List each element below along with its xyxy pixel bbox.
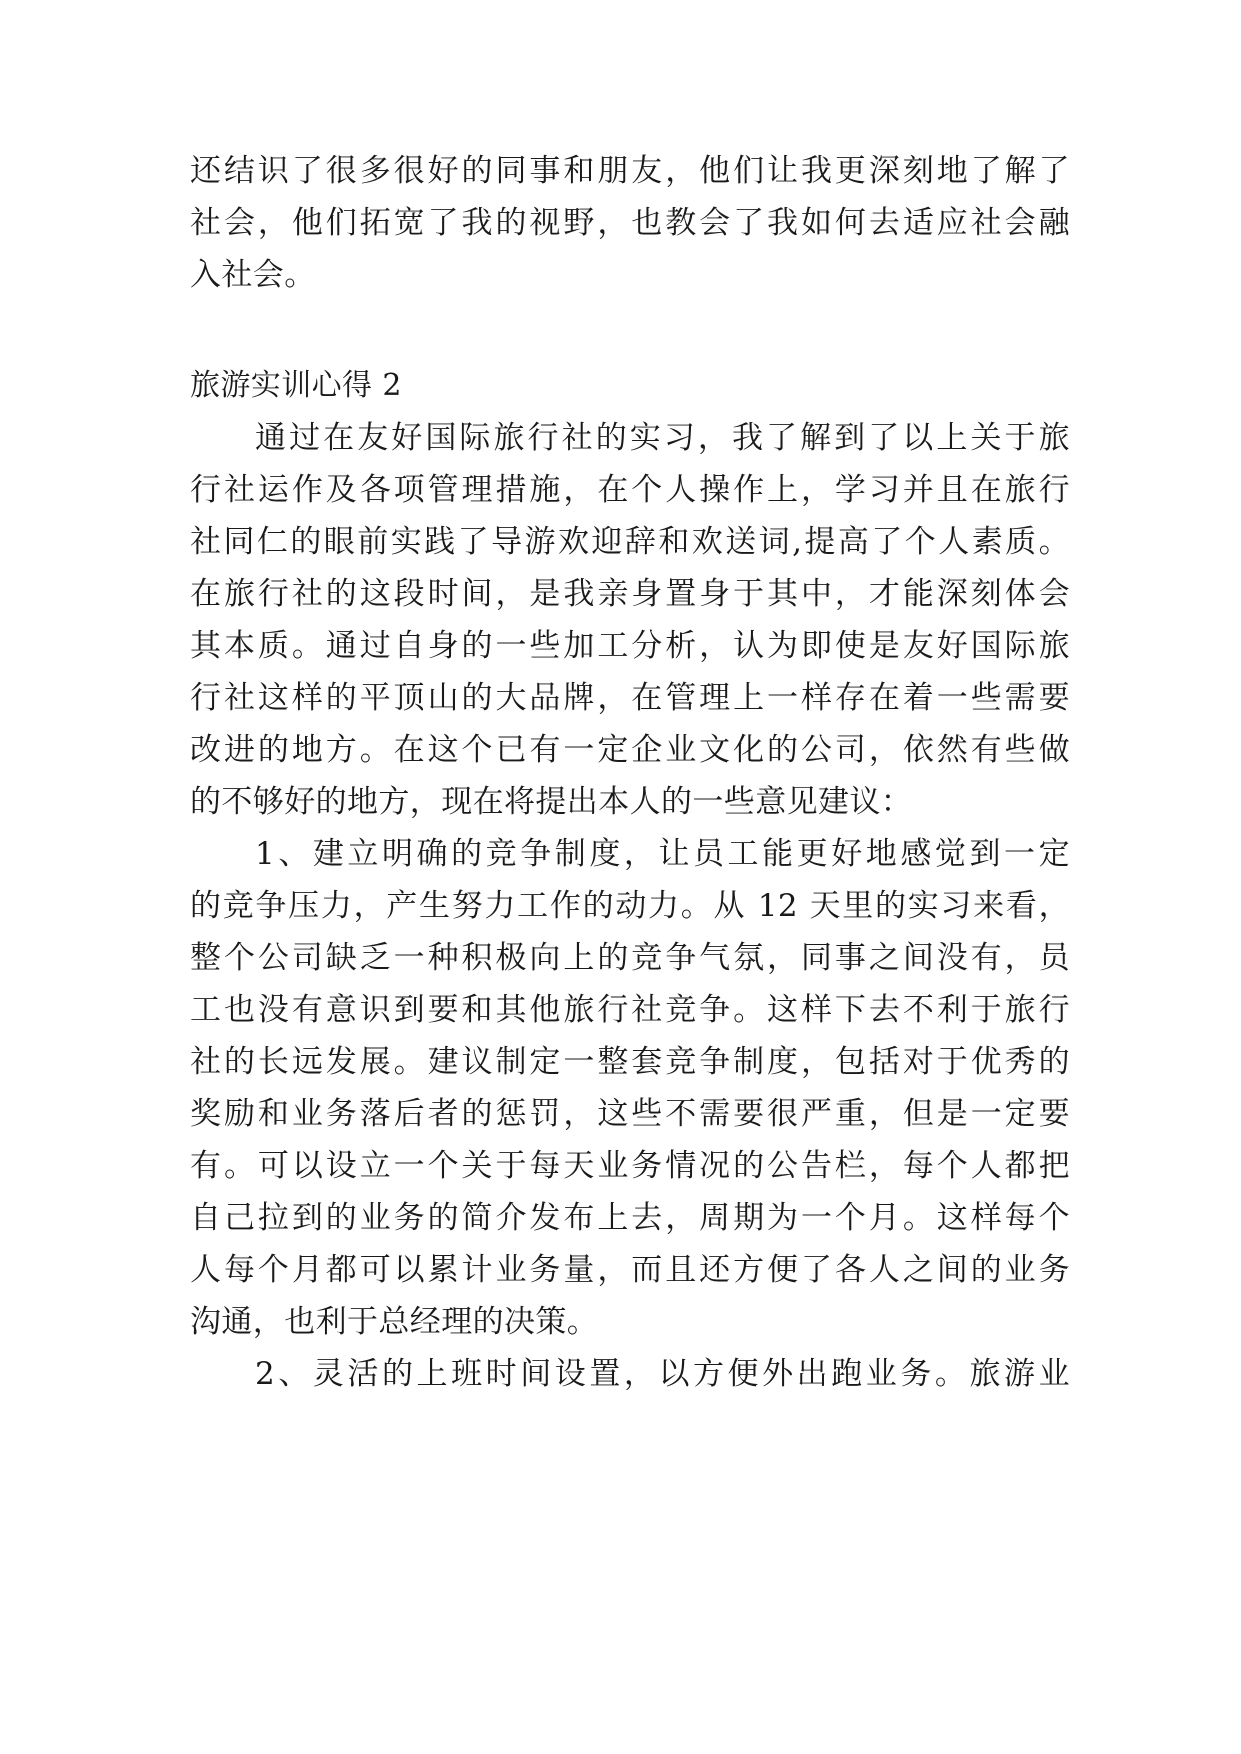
text-line: 在旅行社的这段时间，是我亲身置身于其中，才能深刻体会: [190, 576, 1070, 612]
text-line: 2、灵活的上班时间设置，以方便外出跑业务。旅游业: [255, 1356, 1070, 1392]
text-line: 人每个月都可以累计业务量，而且还方便了各人之间的业务: [190, 1252, 1070, 1288]
text-line: 社会，他们拓宽了我的视野，也教会了我如何去适应社会融: [190, 205, 1070, 241]
text-line: 有。可以设立一个关于每天业务情况的公告栏，每个人都把: [190, 1148, 1070, 1184]
text-line: 的不够好的地方，现在将提出本人的一些意见建议：: [190, 784, 913, 820]
text-line: 工也没有意识到要和其他旅行社竞争。这样下去不利于旅行: [190, 992, 1070, 1028]
text-line: 改进的地方。在这个已有一定企业文化的公司，依然有些做: [190, 732, 1070, 768]
text-line: 其本质。通过自身的一些加工分析，认为即使是友好国际旅: [190, 628, 1070, 664]
text-line: 整个公司缺乏一种积极向上的竞争气氛，同事之间没有，员: [190, 940, 1070, 976]
text-line: 行社这样的平顶山的大品牌，在管理上一样存在着一些需要: [190, 680, 1070, 716]
text-line: 沟通，也利于总经理的决策。: [190, 1304, 599, 1340]
text-line: 奖励和业务落后者的惩罚，这些不需要很严重，但是一定要: [190, 1096, 1070, 1132]
text-line: 行社运作及各项管理措施，在个人操作上，学习并且在旅行: [190, 472, 1070, 508]
text-line: 还结识了很多很好的同事和朋友，他们让我更深刻地了解了: [190, 153, 1070, 189]
text-line: 社同仁的眼前实践了导游欢迎辞和欢送词,提高了个人素质。: [190, 524, 1070, 560]
text-line: 入社会。: [190, 257, 316, 293]
text-line: 社的长远发展。建议制定一整套竞争制度，包括对于优秀的: [190, 1044, 1070, 1080]
text-line: 的竞争压力，产生努力工作的动力。从 12 天里的实习来看，: [190, 888, 1070, 924]
text-line: 1、建立明确的竞争制度，让员工能更好地感觉到一定: [255, 836, 1070, 872]
section-title: 旅游实训心得 2: [190, 368, 402, 403]
text-line: 通过在友好国际旅行社的实习，我了解到了以上关于旅: [255, 420, 1070, 456]
text-line: 自己拉到的业务的简介发布上去，周期为一个月。这样每个: [190, 1200, 1070, 1236]
